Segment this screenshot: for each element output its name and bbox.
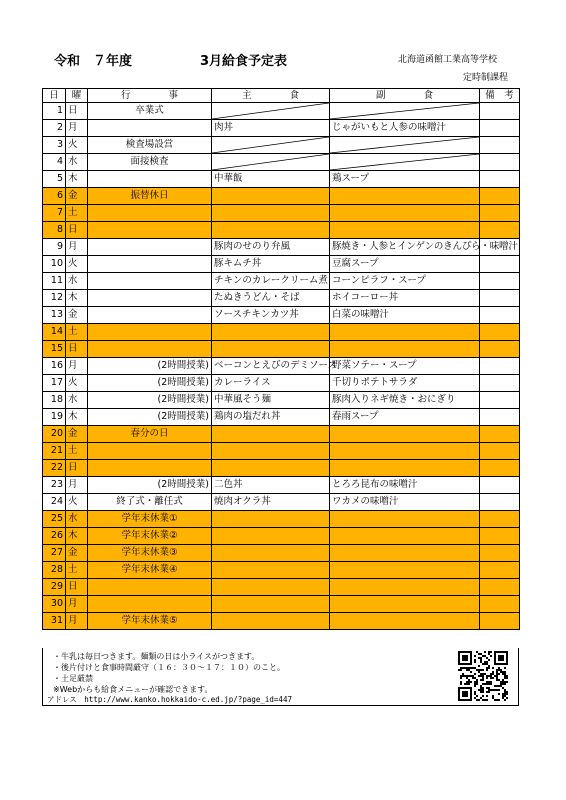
row-event [88, 256, 212, 273]
row-weekday: 水 [66, 273, 88, 290]
row-event: 振替休日 [88, 188, 212, 205]
row-main-dish: ソースチキンカツ丼 [212, 307, 330, 324]
row-main-dish [212, 528, 330, 545]
row-side-dish: 豚肉入りネギ焼き・おにぎり [330, 392, 480, 409]
row-main-dish: ベーコンとえびのデミソース [212, 358, 330, 375]
table-row [43, 426, 520, 443]
row-main-dish [212, 222, 330, 239]
row-weekday: 日 [66, 341, 88, 358]
row-event [88, 596, 212, 613]
qr-code-icon[interactable] [458, 651, 508, 701]
table-row [43, 205, 520, 222]
row-main-dish: 豚キムチ丼 [212, 256, 330, 273]
row-main-dish [212, 596, 330, 613]
table-row [43, 545, 520, 562]
row-event: 終了式・離任式 [88, 494, 212, 511]
row-main-dish: 焼肉オクラ丼 [212, 494, 330, 511]
note-milk: ・牛乳は毎日つきます。麺類の日は小ライスがつきます。 [53, 652, 260, 661]
row-main-dish [212, 188, 330, 205]
row-notes [480, 375, 520, 392]
row-weekday: 木 [66, 409, 88, 426]
row-weekday: 日 [66, 103, 88, 120]
row-day: 30 [43, 596, 66, 613]
row-main-dish [212, 103, 330, 120]
table-row [43, 222, 520, 239]
row-notes [480, 273, 520, 290]
row-weekday: 月 [66, 239, 88, 256]
row-weekday: 金 [66, 426, 88, 443]
row-event [88, 273, 212, 290]
table-row [43, 579, 520, 596]
table-row [43, 273, 520, 290]
row-side-dish [330, 460, 480, 477]
row-notes [480, 307, 520, 324]
row-main-dish [212, 613, 330, 630]
row-weekday: 火 [66, 375, 88, 392]
row-day: 14 [43, 324, 66, 341]
row-side-dish: ワカメの味噌汁 [330, 494, 480, 511]
row-weekday: 木 [66, 290, 88, 307]
row-event [88, 307, 212, 324]
table-row [43, 188, 520, 205]
row-day: 8 [43, 222, 66, 239]
row-event: (2時間授業) [88, 358, 212, 375]
row-main-dish: たぬきうどん・そば [212, 290, 330, 307]
table-row [43, 120, 520, 137]
row-main-dish [212, 154, 330, 171]
row-event [88, 222, 212, 239]
table-row [43, 239, 520, 256]
row-side-dish [330, 205, 480, 222]
row-side-dish: じゃがいもと人参の味噌汁 [330, 120, 480, 137]
course-name: 定時制課程 [463, 73, 509, 83]
row-day: 31 [43, 613, 66, 630]
fiscal-year: 令和 ７年度 [54, 54, 133, 69]
row-day: 11 [43, 273, 66, 290]
col-header-event: 行 事 [88, 89, 212, 103]
row-day: 15 [43, 341, 66, 358]
row-weekday: 木 [66, 171, 88, 188]
row-event [88, 460, 212, 477]
row-main-dish [212, 341, 330, 358]
row-day: 13 [43, 307, 66, 324]
row-event: 学年末休業② [88, 528, 212, 545]
row-notes [480, 341, 520, 358]
row-event [88, 341, 212, 358]
row-side-dish [330, 596, 480, 613]
table-row [43, 460, 520, 477]
row-weekday: 火 [66, 494, 88, 511]
row-side-dish [330, 579, 480, 596]
table-row [43, 358, 520, 375]
row-day: 22 [43, 460, 66, 477]
no-meal-strike [212, 103, 329, 119]
notes-box [42, 648, 519, 706]
no-meal-strike [330, 137, 479, 153]
row-notes [480, 290, 520, 307]
table-row [43, 562, 520, 579]
row-day: 25 [43, 511, 66, 528]
row-day: 6 [43, 188, 66, 205]
row-side-dish [330, 443, 480, 460]
row-main-dish: 豚肉のせのり弁風 [212, 239, 330, 256]
row-weekday: 月 [66, 120, 88, 137]
row-side-dish [330, 545, 480, 562]
table-row [43, 154, 520, 171]
row-weekday: 水 [66, 154, 88, 171]
row-notes [480, 443, 520, 460]
row-main-dish [212, 426, 330, 443]
row-weekday: 水 [66, 511, 88, 528]
row-main-dish: 中華風そう麺 [212, 392, 330, 409]
row-side-dish: コーンピラフ・スープ [330, 273, 480, 290]
row-event: (2時間授業) [88, 375, 212, 392]
table-row [43, 477, 520, 494]
row-notes [480, 188, 520, 205]
page-title: 3月給食予定表 [200, 54, 288, 69]
row-weekday: 日 [66, 460, 88, 477]
col-header-main: 主 食 [212, 89, 330, 103]
table-row [43, 511, 520, 528]
row-side-dish: 白菜の味噌汁 [330, 307, 480, 324]
row-day: 10 [43, 256, 66, 273]
row-notes [480, 392, 520, 409]
row-event: (2時間授業) [88, 392, 212, 409]
row-notes [480, 613, 520, 630]
row-day: 21 [43, 443, 66, 460]
row-notes [480, 511, 520, 528]
row-day: 12 [43, 290, 66, 307]
row-side-dish [330, 528, 480, 545]
row-day: 7 [43, 205, 66, 222]
row-day: 16 [43, 358, 66, 375]
row-event [88, 120, 212, 137]
table-header-row [43, 89, 520, 103]
col-header-day: 日 [43, 89, 66, 103]
table-row [43, 324, 520, 341]
row-main-dish [212, 137, 330, 154]
row-event [88, 579, 212, 596]
row-main-dish [212, 579, 330, 596]
table-row [43, 307, 520, 324]
row-notes [480, 477, 520, 494]
row-weekday: 日 [66, 222, 88, 239]
row-event [88, 171, 212, 188]
col-header-notes: 備 考 [480, 89, 520, 103]
row-side-dish: 豚焼き・人参とインゲンのきんぴら・味噌汁 [330, 239, 480, 256]
row-weekday: 日 [66, 579, 88, 596]
row-notes [480, 154, 520, 171]
row-day: 5 [43, 171, 66, 188]
row-event: 学年末休業⑤ [88, 613, 212, 630]
row-side-dish [330, 426, 480, 443]
row-day: 24 [43, 494, 66, 511]
row-side-dish [330, 103, 480, 120]
row-day: 23 [43, 477, 66, 494]
row-side-dish [330, 511, 480, 528]
row-side-dish [330, 154, 480, 171]
row-weekday: 金 [66, 188, 88, 205]
row-main-dish [212, 443, 330, 460]
row-side-dish: 豆腐スープ [330, 256, 480, 273]
note-cleanup: ・後片付けと食事時間厳守（１６：３０～１７：１０）のこと。 [53, 663, 285, 672]
table-row [43, 392, 520, 409]
row-side-dish [330, 188, 480, 205]
row-notes [480, 120, 520, 137]
row-weekday: 土 [66, 562, 88, 579]
row-event: (2時間授業) [88, 409, 212, 426]
row-notes [480, 137, 520, 154]
row-event [88, 205, 212, 222]
row-side-dish [330, 137, 480, 154]
note-address: アドレス http://www.kanko.hokkaido-c.ed.jp/?page_id=447 [47, 695, 292, 704]
row-main-dish: チキンのカレークリーム煮 [212, 273, 330, 290]
row-weekday: 火 [66, 137, 88, 154]
table-row [43, 443, 520, 460]
row-event: 面接検査 [88, 154, 212, 171]
row-main-dish [212, 545, 330, 562]
no-meal-strike [212, 137, 329, 153]
table-row [43, 137, 520, 154]
row-day: 27 [43, 545, 66, 562]
row-day: 1 [43, 103, 66, 120]
row-weekday: 月 [66, 613, 88, 630]
row-day: 26 [43, 528, 66, 545]
row-event [88, 239, 212, 256]
col-header-dow: 曜 [66, 89, 88, 103]
row-event [88, 443, 212, 460]
table-row [43, 290, 520, 307]
row-side-dish: とろろ昆布の味噌汁 [330, 477, 480, 494]
row-notes [480, 545, 520, 562]
row-day: 3 [43, 137, 66, 154]
table-row [43, 409, 520, 426]
row-side-dish: 野菜ソテー・スープ [330, 358, 480, 375]
row-notes [480, 358, 520, 375]
table-row [43, 375, 520, 392]
row-event: (2時間授業) [88, 477, 212, 494]
row-side-dish [330, 324, 480, 341]
row-main-dish: カレーライス [212, 375, 330, 392]
row-weekday: 月 [66, 596, 88, 613]
row-day: 20 [43, 426, 66, 443]
row-main-dish: 中華飯 [212, 171, 330, 188]
row-main-dish [212, 562, 330, 579]
row-side-dish [330, 222, 480, 239]
row-side-dish: 春雨スープ [330, 409, 480, 426]
row-weekday: 月 [66, 358, 88, 375]
row-day: 2 [43, 120, 66, 137]
row-day: 28 [43, 562, 66, 579]
row-notes [480, 426, 520, 443]
row-main-dish [212, 324, 330, 341]
row-notes [480, 409, 520, 426]
note-web: ※Webからも給食メニューが確認できます。 [53, 685, 213, 694]
row-weekday: 金 [66, 545, 88, 562]
row-notes [480, 256, 520, 273]
row-notes [480, 222, 520, 239]
row-event [88, 290, 212, 307]
row-event: 学年末休業① [88, 511, 212, 528]
row-main-dish: 鶏肉の塩だれ丼 [212, 409, 330, 426]
no-meal-strike [330, 154, 479, 170]
row-main-dish [212, 511, 330, 528]
row-day: 18 [43, 392, 66, 409]
table-row [43, 341, 520, 358]
table-row [43, 103, 520, 120]
row-event: 学年末休業④ [88, 562, 212, 579]
no-meal-strike [212, 154, 329, 170]
row-day: 17 [43, 375, 66, 392]
row-side-dish [330, 613, 480, 630]
note-shoes: ・土足厳禁 [53, 674, 93, 683]
row-notes [480, 324, 520, 341]
row-notes [480, 171, 520, 188]
row-weekday: 月 [66, 477, 88, 494]
row-weekday: 土 [66, 443, 88, 460]
row-side-dish: ホイコーロー丼 [330, 290, 480, 307]
table-row [43, 171, 520, 188]
table-row [43, 596, 520, 613]
row-weekday: 水 [66, 392, 88, 409]
row-main-dish: 二色丼 [212, 477, 330, 494]
row-notes [480, 562, 520, 579]
row-notes [480, 528, 520, 545]
row-weekday: 土 [66, 205, 88, 222]
row-main-dish: 肉丼 [212, 120, 330, 137]
row-day: 19 [43, 409, 66, 426]
row-side-dish [330, 562, 480, 579]
row-weekday: 木 [66, 528, 88, 545]
row-side-dish: 千切りポテトサラダ [330, 375, 480, 392]
table-row [43, 613, 520, 630]
no-meal-strike [330, 103, 479, 119]
row-notes [480, 579, 520, 596]
row-main-dish [212, 205, 330, 222]
row-side-dish: 鶏スープ [330, 171, 480, 188]
row-notes [480, 205, 520, 222]
row-day: 29 [43, 579, 66, 596]
row-event [88, 324, 212, 341]
row-notes [480, 460, 520, 477]
table-row [43, 528, 520, 545]
row-side-dish [330, 341, 480, 358]
row-weekday: 火 [66, 256, 88, 273]
school-name: 北海道函館工業高等学校 [398, 55, 498, 65]
row-day: 4 [43, 154, 66, 171]
row-event: 検査場設営 [88, 137, 212, 154]
table-row [43, 494, 520, 511]
col-header-side: 副 食 [330, 89, 480, 103]
row-event: 学年末休業③ [88, 545, 212, 562]
row-weekday: 土 [66, 324, 88, 341]
row-weekday: 金 [66, 307, 88, 324]
row-event: 卒業式 [88, 103, 212, 120]
row-main-dish [212, 460, 330, 477]
row-event: 春分の日 [88, 426, 212, 443]
row-day: 9 [43, 239, 66, 256]
row-notes [480, 596, 520, 613]
row-notes [480, 494, 520, 511]
table-row [43, 256, 520, 273]
lunch-schedule-table [42, 88, 520, 630]
row-notes [480, 103, 520, 120]
